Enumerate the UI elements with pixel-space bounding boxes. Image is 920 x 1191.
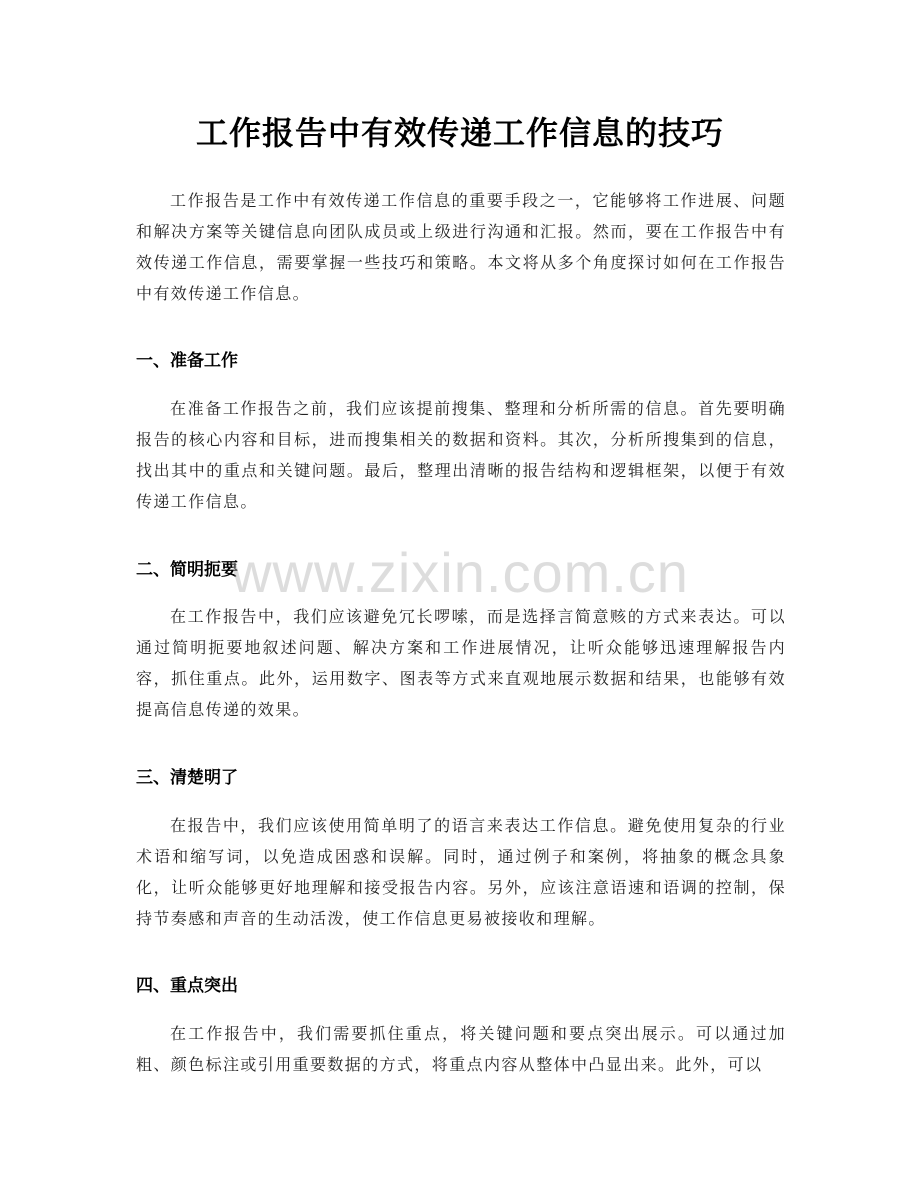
section-heading-1: 一、准备工作 <box>136 351 238 371</box>
section-body-4: 在工作报告中，我们需要抓住重点，将关键问题和要点突出展示。可以通过加粗、颜色标注或引用重要数据的方式，将重点内容从整体中凸显出来。此外，可以 <box>136 1024 786 1074</box>
section-heading-4: 四、重点突出 <box>136 976 238 996</box>
intro-paragraph: 工作报告是工作中有效传递工作信息的重要手段之一，它能够将工作进展、问题和解决方案等关键信息向团队成员或上级进行沟通和汇报。然而，要在工作报告中有效传递工作信息，需要掌握一些技巧和策略。本文将从多个角度探讨如何在工作报告中有效传递工作信息。 <box>136 191 786 303</box>
document-title: 工作报告中有效传递工作信息的技巧 <box>195 114 724 152</box>
section-body-3: 在报告中，我们应该使用简单明了的语言来表达工作信息。避免使用复杂的行业术语和缩写词，以免造成困惑和误解。同时，通过例子和案例，将抽象的概念具象化，让听众能够更好地理解和接受报告内容。另外，应该注意语速和语调的控制，保持节奏感和声音的生动活泼，使工作信息更易被接收和理解。 <box>136 816 786 928</box>
watermark-text: www.zixin.com.cn <box>231 541 689 604</box>
section-heading-3: 三、清楚明了 <box>136 768 238 788</box>
section-heading-2: 二、简明扼要 <box>136 560 238 580</box>
section-body-1: 在准备工作报告之前，我们应该提前搜集、整理和分析所需的信息。首先要明确报告的核心内容和目标，进而搜集相关的数据和资料。其次，分析所搜集到的信息，找出其中的重点和关键问题。最后，整理出清晰的报告结构和逻辑框架，以便于有效传递工作信息。 <box>136 399 786 511</box>
section-body-2: 在工作报告中，我们应该避免冗长啰嗦，而是选择言简意赅的方式来表达。可以通过简明扼要地叙述问题、解决方案和工作进展情况，让听众能够迅速理解报告内容，抓住重点。此外，运用数字、图表等方式来直观地展示数据和结果，也能够有效提高信息传递的效果。 <box>136 607 786 719</box>
